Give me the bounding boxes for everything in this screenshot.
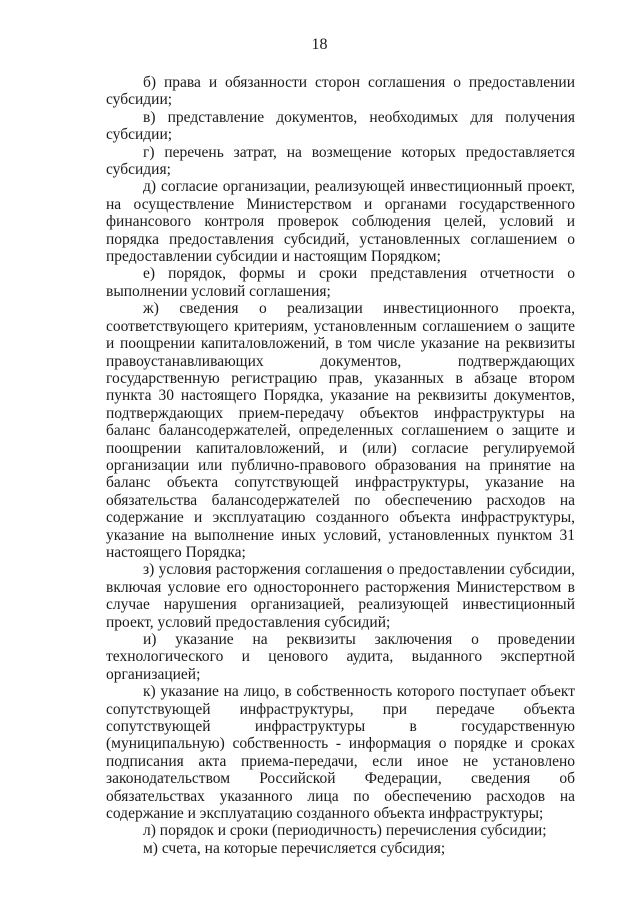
paragraph-e: е) порядок, формы и сроки представления отчетности о выполнении условий соглашения; bbox=[106, 265, 575, 300]
paragraph-i: и) указание на реквизиты заключения о проведении технологического и ценового аудита, выданного экспертной организацией; bbox=[106, 631, 575, 683]
paragraph-v: в) представление документов, необходимых для получения субсидии; bbox=[106, 108, 575, 144]
page-number: 18 bbox=[311, 36, 328, 53]
paragraph-g: г) перечень затрат, на возмещение которых предоставляется субсидия; bbox=[106, 143, 575, 179]
paragraph-l: л) порядок и сроки (периодичность) перечисления субсидии; bbox=[143, 822, 547, 840]
paragraph-b: б) права и обязанности сторон соглашения о предоставлении субсидии; bbox=[106, 74, 575, 109]
document-body bbox=[106, 74, 575, 857]
paragraph-k: к) указание на лицо, в собственность которого поступает объект сопутствующей инфраструктуры, при передаче объекта сопутствующей инфраструктуры в государственную (муниципальную) собственность - информация о порядке и сроках подписания акта приема-передачи, если иное не установлено законодательством Российской Федерации, сведения об обязательствах указанного лица по обеспечению расходов на содержание и эксплуатацию созданного объекта инфраструктуры; bbox=[106, 683, 575, 823]
paragraph-z: з) условия расторжения соглашения о предоставлении субсидии, включая условие его одностороннего расторжения Министерством в случае нарушения организацией, реализующей инвестиционный проект, условий предоставления субсидий; bbox=[106, 561, 575, 631]
paragraph-d: д) согласие организации, реализующей инвестиционный проект, на осуществление Министерством и органами государственного финансового контроля проверок соблюдения целей, условий и порядка предоставления субсидий, установленных соглашением о предоставлении субсидии и настоящим Порядком; bbox=[106, 178, 575, 266]
paragraph-zh: ж) сведения о реализации инвестиционного проекта, соответствующего критериям, установленным соглашением о защите и поощрении капиталовложений, в том числе указание на реквизиты правоустанавливающих документов, подтверждающих государственную регистрацию прав, указанных в абзаце втором пункта 30 настоящего Порядка, указание на реквизиты документов, подтверждающих прием-передачу объектов инфраструктуры на баланс балансодержателей, определенных соглашением о защите и поощрении капиталовложений, и (или) согласие регулируемой организации или публично-правового образования на принятие на баланс объекта сопутствующей инфраструктуры, указание на обязательства балансодержателей по обеспечению расходов на содержание и эксплуатацию созданного объекта инфраструктуры, указание на выполнение иных условий, установленных пунктом 31 настоящего Порядка; bbox=[106, 300, 575, 561]
paragraph-m: м) счета, на которые перечисляется субсидия; bbox=[143, 839, 446, 857]
